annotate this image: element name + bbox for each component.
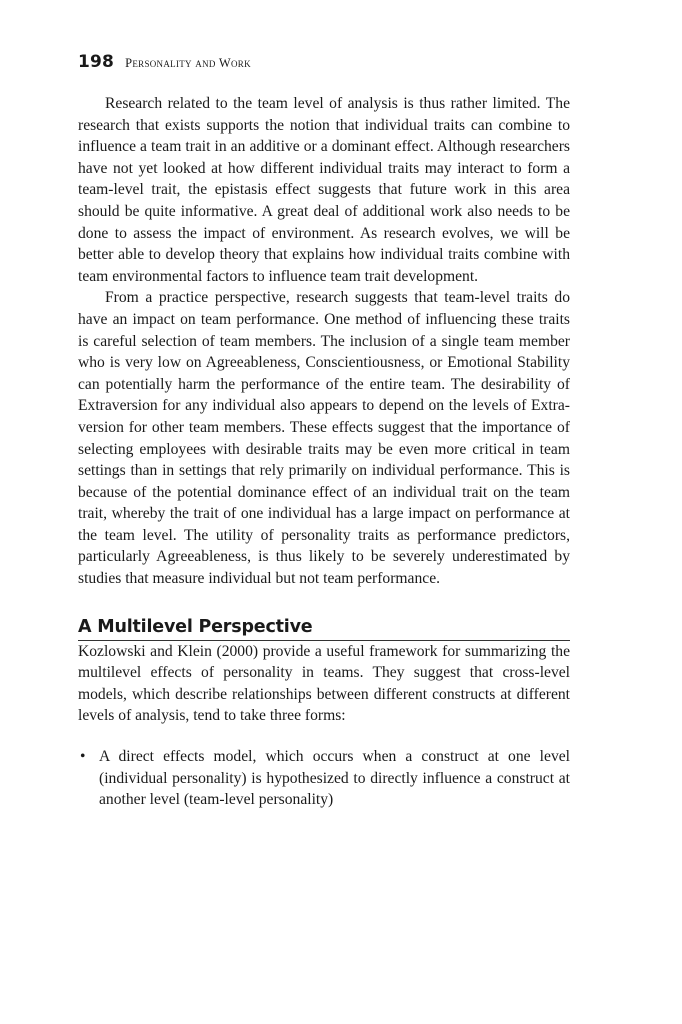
running-head-title: Personality and Work (125, 56, 251, 70)
section-paragraph: Kozlowski and Klein (2000) provide a useful framework for summarizing the multilevel effects of personality in teams. They suggest that cross-level models, which describe relationships between different constructs at different levels of analysis, tend to take three forms: (78, 642, 570, 725)
page-number: 198 (78, 52, 115, 72)
running-head (78, 52, 570, 76)
book-page (78, 52, 570, 811)
bullet-icon: • (80, 748, 86, 766)
bullet-item (78, 746, 570, 811)
section-heading: A Multilevel Perspective (78, 617, 570, 641)
body-paragraph-1: Research related to the team level of analysis is thus rather limited. The research that exists supports the notion that individual traits can combine to influence a team trait in an additive or a dominant effect. Although researchers have not yet looked at how different individual traits may interact to form a team-level trait, the epistasis effect suggests that future work in this area should be quite informative. A great deal of additional work also needs to be done to assess the impact of environment. As research evolves, we will be better able to develop theory that explains how individual traits combine with team environmental factors to influence team trait development. (78, 95, 570, 285)
bullet-list (78, 746, 570, 811)
body-text (78, 93, 570, 811)
bullet-item-text: A direct effects model, which occurs when a construct at one level (individual personality) is hypothesized to directly influence a construct at another level (team-level personality) (99, 748, 570, 809)
body-paragraph-2: From a practice perspective, research suggests that team-level traits do have an impact on team performance. One method of influencing these traits is careful selection of team members. The inclusion of a single team member who is very low on Agreeableness, Conscientiousness, or Emotional Stability can potentially harm the performance of the entire team. The desirability of Extraversion for any individual also appears to depend on the levels of Extraversion for other team members. These effects suggest that the importance of selecting employees with desirable traits may be even more critical in team settings than in settings that rely primarily on individual performance. This is because of the potential dominance effect of an individual trait on the team trait, whereby the trait of one individual has a large impact on performance at the team level. The utility of personality traits as performance predictors, particularly Agreeableness, is thus likely to be severely underestimated by studies that measure individual but not team performance. (78, 289, 570, 588)
